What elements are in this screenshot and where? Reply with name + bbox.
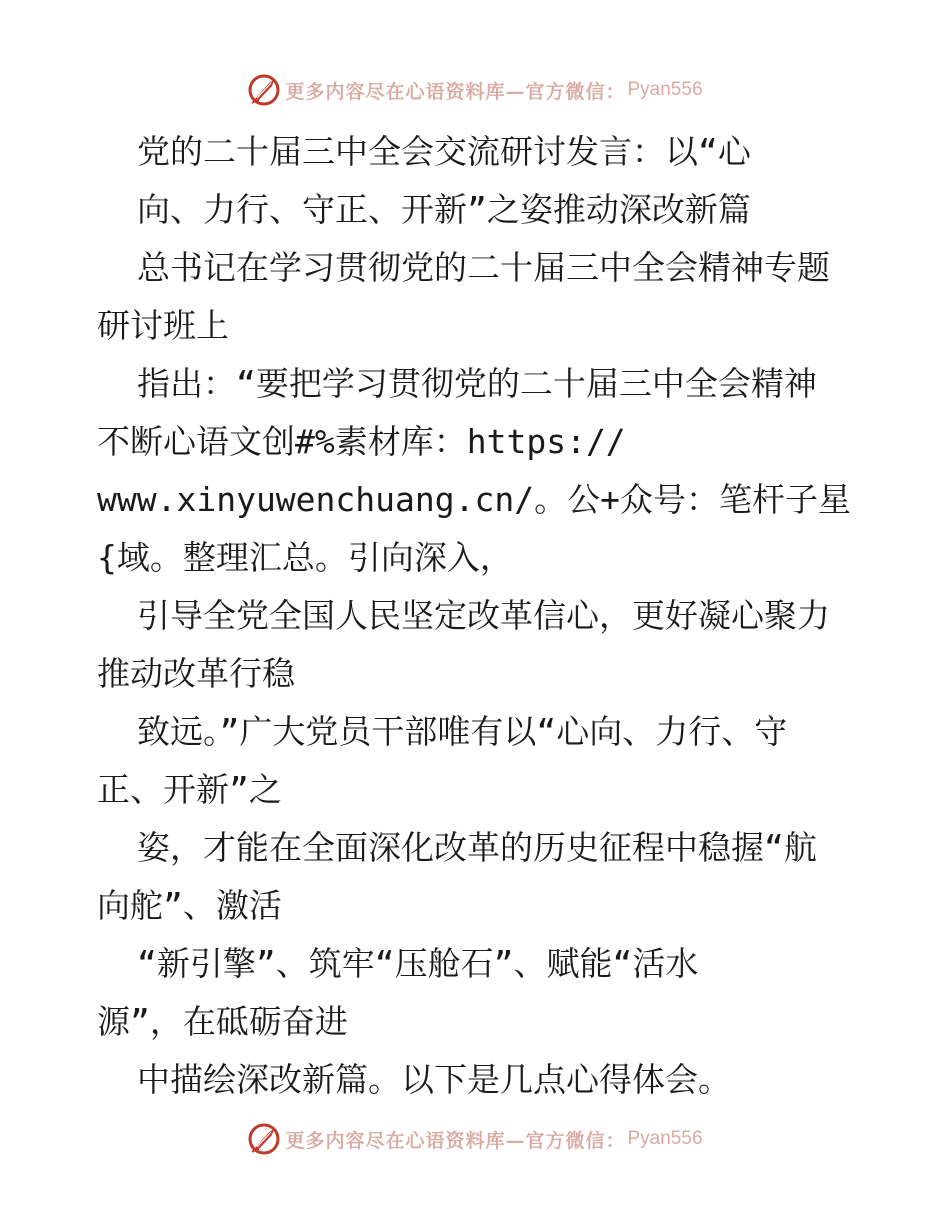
doc-line: “新引擎”、筑牢“压舱石”、赋能“活水 bbox=[137, 944, 699, 983]
watermark-text: 更多内容尽在心语资料库—官方微信： bbox=[285, 1129, 626, 1152]
watermark-banner-bottom bbox=[0, 1119, 950, 1159]
watermark-banner-top bbox=[0, 70, 950, 110]
doc-line: 不断心语文创#%素材库：https:// bbox=[97, 422, 626, 461]
doc-line: 推动改革行稳 bbox=[97, 654, 295, 693]
doc-line: 向、力行、守正、开新”之姿推动深改新篇 bbox=[137, 190, 751, 229]
watermark-wechat-id: Pyan556 bbox=[627, 1128, 703, 1149]
doc-line: {域。整理汇总。引向深入， bbox=[97, 538, 513, 577]
doc-line: 源”，在砥砺奋进 bbox=[97, 1002, 348, 1041]
doc-line: 向舵”、激活 bbox=[97, 886, 282, 925]
quill-pen-logo-icon bbox=[247, 1122, 281, 1156]
doc-line: 姿，才能在全面深化改革的历史征程中稳握“航 bbox=[137, 828, 817, 867]
doc-line: 总书记在学习贯彻党的二十届三中全会精神专题 bbox=[137, 248, 830, 287]
doc-line: 引导全党全国人民坚定改革信心，更好凝心聚力 bbox=[137, 596, 830, 635]
doc-line: 正、开新”之 bbox=[97, 770, 282, 809]
document-body bbox=[97, 123, 857, 1109]
doc-line: www.xinyuwenchuang.cn/。公+众号：笔杆子星 bbox=[97, 480, 851, 519]
watermark-text: 更多内容尽在心语资料库—官方微信： bbox=[285, 80, 626, 103]
doc-line: 指出：“要把学习贯彻党的二十届三中全会精神 bbox=[137, 364, 817, 403]
quill-pen-logo-icon bbox=[247, 73, 281, 107]
doc-line: 党的二十届三中全会交流研讨发言：以“心 bbox=[137, 132, 751, 171]
doc-line: 中描绘深改新篇。以下是几点心得体会。 bbox=[137, 1060, 731, 1099]
doc-line: 致远。”广大党员干部唯有以“心向、力行、守 bbox=[137, 712, 788, 751]
watermark-wechat-id: Pyan556 bbox=[627, 79, 703, 100]
doc-line: 研讨班上 bbox=[97, 306, 229, 345]
